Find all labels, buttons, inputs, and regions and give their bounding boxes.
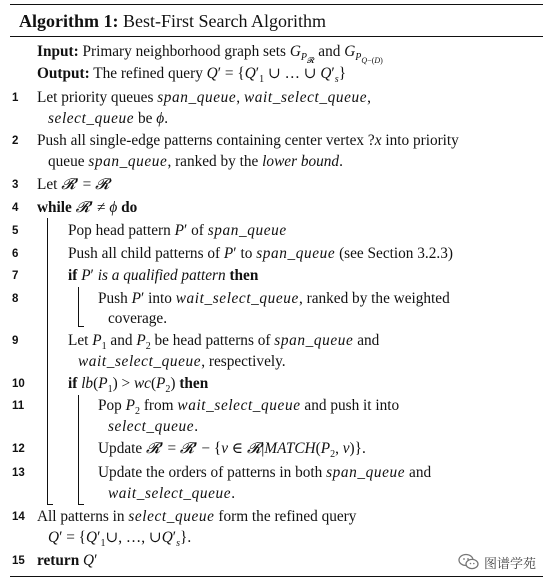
step-6: Push all child patterns of P′ to span_queue (see Section 3.2.3) xyxy=(68,245,453,262)
line-number-12: 12 xyxy=(12,443,25,455)
step-14-cont: $Q' = \{Q'_1\cup$, …, $\cup Q'_s$}. xyxy=(48,529,192,550)
rule-bottom xyxy=(10,576,543,577)
while-block-tick xyxy=(47,504,53,505)
if-block-bar-1 xyxy=(78,287,79,326)
algorithm-label: Algorithm 1: xyxy=(19,11,119,31)
step-9-cont: wait_select_queue, respectively. xyxy=(78,353,286,370)
step-1: Let priority queues span_queue, wait_select_queue, xyxy=(37,89,371,106)
step-7: if P′ is a qualified pattern then xyxy=(68,267,259,284)
line-number-8: 8 xyxy=(12,293,19,305)
algorithm-title xyxy=(19,9,326,33)
line-number-13: 13 xyxy=(12,467,25,479)
step-5: Pop head pattern P′ of span_queue xyxy=(68,222,287,239)
if-block-tick-2 xyxy=(78,504,84,505)
step-12: Update 𝓡′ = 𝓡′ − {v ∈ $𝓡|MATCH(P_2$, v)}. xyxy=(98,440,366,461)
algorithm-name: Best-First Search Algorithm xyxy=(122,11,326,31)
output-label: Output: xyxy=(37,65,90,82)
step-11-cont: select_queue. xyxy=(108,418,199,435)
step-4: while 𝓡′ ≠ ϕ do xyxy=(37,199,138,216)
watermark-text: 图谱学苑 xyxy=(484,556,537,572)
line-number-1: 1 xyxy=(12,92,19,104)
step-11: Pop $P_2$ from wait_select_queue and push it into xyxy=(98,397,400,418)
step-8: Push P′ into wait_select_queue, ranked by the weighted xyxy=(98,290,450,307)
while-block-bar xyxy=(47,218,48,504)
step-2: Push all single-edge patterns containing center vertex ?x into priority xyxy=(37,132,459,149)
line-number-6: 6 xyxy=(12,248,19,260)
output-line xyxy=(37,64,346,90)
step-15: return Q′ xyxy=(37,552,98,569)
if-block-tick-1 xyxy=(78,326,84,327)
step-14: All patterns in select_queue form the refined query xyxy=(37,508,357,525)
rule-title xyxy=(10,36,543,37)
line-number-4: 4 xyxy=(12,202,19,214)
line-number-2: 2 xyxy=(12,135,19,147)
wechat-icon xyxy=(458,553,480,571)
line-number-7: 7 xyxy=(12,270,19,282)
input-text: Primary neighborhood graph sets $G_{P_𝓡}$ and $G_{P_{Q-(D)}}$ xyxy=(82,43,383,66)
step-13-cont: wait_select_queue. xyxy=(108,485,236,502)
rule-top xyxy=(10,4,543,5)
step-3: Let 𝓡′ = 𝓡 xyxy=(37,176,110,193)
input-label: Input: xyxy=(37,43,79,60)
if-block-bar-2 xyxy=(78,395,79,504)
line-number-11: 11 xyxy=(12,400,25,412)
line-number-5: 5 xyxy=(12,225,19,237)
step-8-cont: coverage. xyxy=(108,310,168,327)
line-number-14: 14 xyxy=(12,511,25,523)
output-text: The refined query $Q' = \{Q'_1$ ∪ … ∪ $Q'_s$} xyxy=(93,65,347,86)
step-10: if $lb(P_1) > wc(P_2)$ then xyxy=(68,375,209,396)
step-13: Update the orders of patterns in both span_queue and xyxy=(98,464,432,481)
line-number-10: 10 xyxy=(12,378,25,390)
step-1-cont: select_queue be ϕ. xyxy=(48,110,169,127)
step-2-cont: queue span_queue, ranked by the lower bound. xyxy=(48,153,343,170)
watermark xyxy=(458,548,536,576)
line-number-3: 3 xyxy=(12,179,19,191)
line-number-9: 9 xyxy=(12,335,19,347)
line-number-15: 15 xyxy=(12,555,25,567)
step-9: Let $P_1$ and $P_2$ be head patterns of span_queue and xyxy=(68,332,380,353)
